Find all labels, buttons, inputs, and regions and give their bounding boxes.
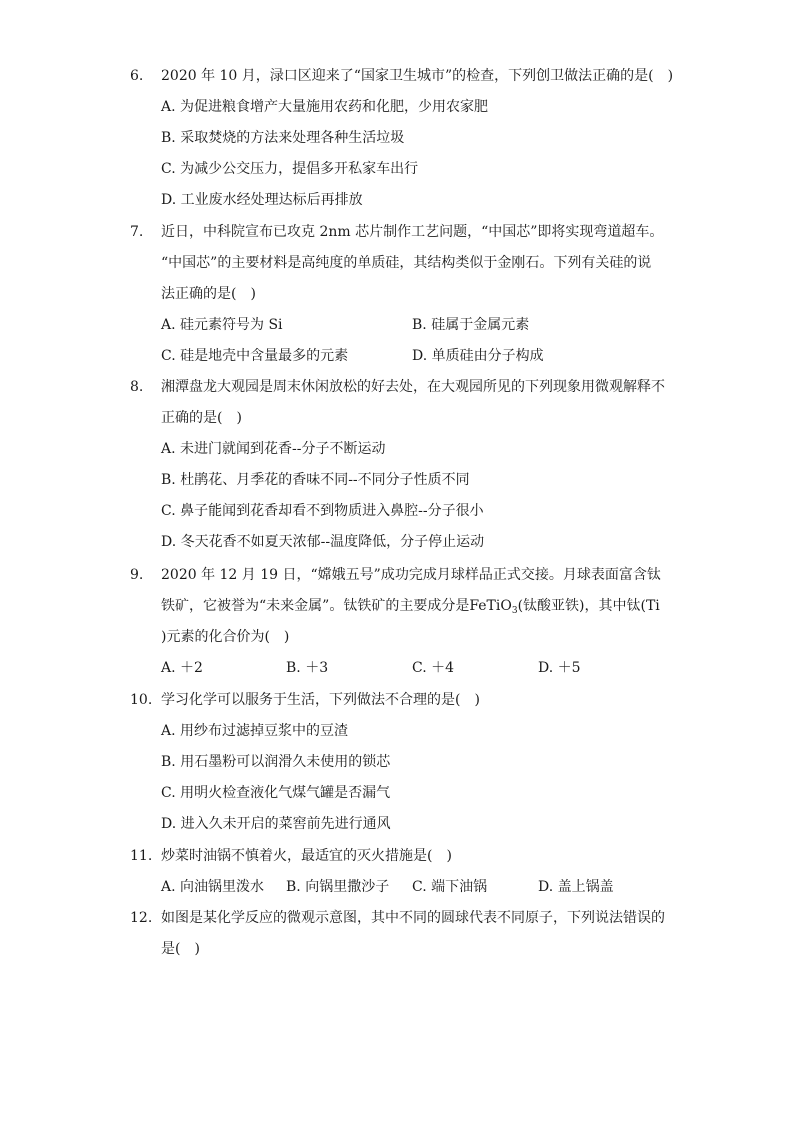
option-b: B. 向锅里撒沙子 [286, 879, 390, 895]
option-d: D. 工业废水经处理达标后再排放 [161, 192, 363, 208]
question-stem-line-2: 正确的是( ) [161, 410, 242, 426]
stem-text: (钛酸亚铁)，其中钛(Ti [517, 598, 660, 614]
question-stem-line-3: )元素的化合价为( ) [161, 629, 290, 645]
option-a: A. 硅元素符号为 Si [161, 317, 283, 333]
option-d: D. 冬天花香不如夏天浓郁--温度降低，分子停止运动 [161, 534, 485, 550]
option-a: A. 未进门就闻到花香--分子不断运动 [161, 441, 386, 457]
option-d: D. 单质硅由分子构成 [412, 348, 544, 364]
option-c: C. ＋4 [412, 660, 455, 676]
option-d: D. 进入久未开启的菜窖前先进行通风 [161, 816, 391, 832]
option-c: C. 用明火检查液化气煤气罐是否漏气 [161, 785, 391, 801]
question-stem: 2020 年 10 月，渌口区迎来了“国家卫生城市”的检查，下列创卫做法正确的是( ) [161, 68, 674, 84]
option-c: C. 鼻子能闻到花香却看不到物质进入鼻腔--分子很小 [161, 503, 484, 519]
option-d: D. ＋5 [538, 660, 581, 676]
option-b: B. 杜鹃花、月季花的香味不同--不同分子性质不同 [161, 472, 470, 488]
option-b: B. 采取焚烧的方法来处理各种生活垃圾 [161, 130, 405, 146]
question-stem-line-1: 湘潭盘龙大观园是周末休闲放松的好去处，在大观园所见的下列现象用微观解释不 [161, 379, 665, 395]
option-d: D. 盖上锅盖 [538, 879, 614, 895]
question-number: 8. [130, 379, 144, 395]
option-c: C. 端下油锅 [412, 879, 488, 895]
question-number: 9. [130, 567, 144, 583]
question-stem-line-1: 如图是某化学反应的微观示意图，其中不同的圆球代表不同原子，下列说法错误的 [161, 910, 665, 926]
question-number: 7. [130, 224, 144, 240]
option-c: C. 硅是地壳中含量最多的元素 [161, 348, 349, 364]
question-stem-line-1: 2020 年 12 月 19 日，“嫦娥五号”成功完成月球样品正式交接。月球表面富含钛 [161, 567, 661, 583]
question-number: 12. [130, 910, 153, 926]
option-a: A. 用纱布过滤掉豆浆中的豆渣 [161, 723, 349, 739]
option-b: B. ＋3 [286, 660, 329, 676]
option-a: A. ＋2 [161, 660, 203, 676]
question-stem-line-2: 是( ) [161, 941, 200, 957]
question-stem: 炒菜时油锅不慎着火，最适宜的灭火措施是( ) [161, 848, 452, 864]
question-stem-line-2: “中国芯”的主要材料是高纯度的单质硅，其结构类似于金刚石。下列有关硅的说 [161, 255, 652, 271]
question-number: 6. [130, 68, 144, 84]
option-a: A. 向油锅里泼水 [161, 879, 265, 895]
question-number: 10. [130, 692, 153, 708]
question-stem: 学习化学可以服务于生活，下列做法不合理的是( ) [161, 692, 480, 708]
question-stem-line-3: 法正确的是( ) [161, 286, 256, 302]
option-b: B. 硅属于金属元素 [412, 317, 530, 333]
question-stem-line-2 [161, 596, 660, 621]
question-number: 11. [130, 848, 153, 864]
option-b: B. 用石墨粉可以润滑久未使用的锁芯 [161, 754, 391, 770]
question-stem-line-1: 近日，中科院宣布已攻克 2nm 芯片制作工艺问题，“中国芯”即将实现弯道超车。 [161, 224, 664, 240]
formula-subscript: 3 [511, 606, 518, 616]
option-c: C. 为减少公交压力，提倡多开私家车出行 [161, 161, 419, 177]
option-a: A. 为促进粮食增产大量施用农药和化肥，少用农家肥 [161, 99, 489, 115]
stem-text: 铁矿，它被誉为“未来金属”。钛铁矿的主要成分是FeTiO [161, 598, 512, 614]
